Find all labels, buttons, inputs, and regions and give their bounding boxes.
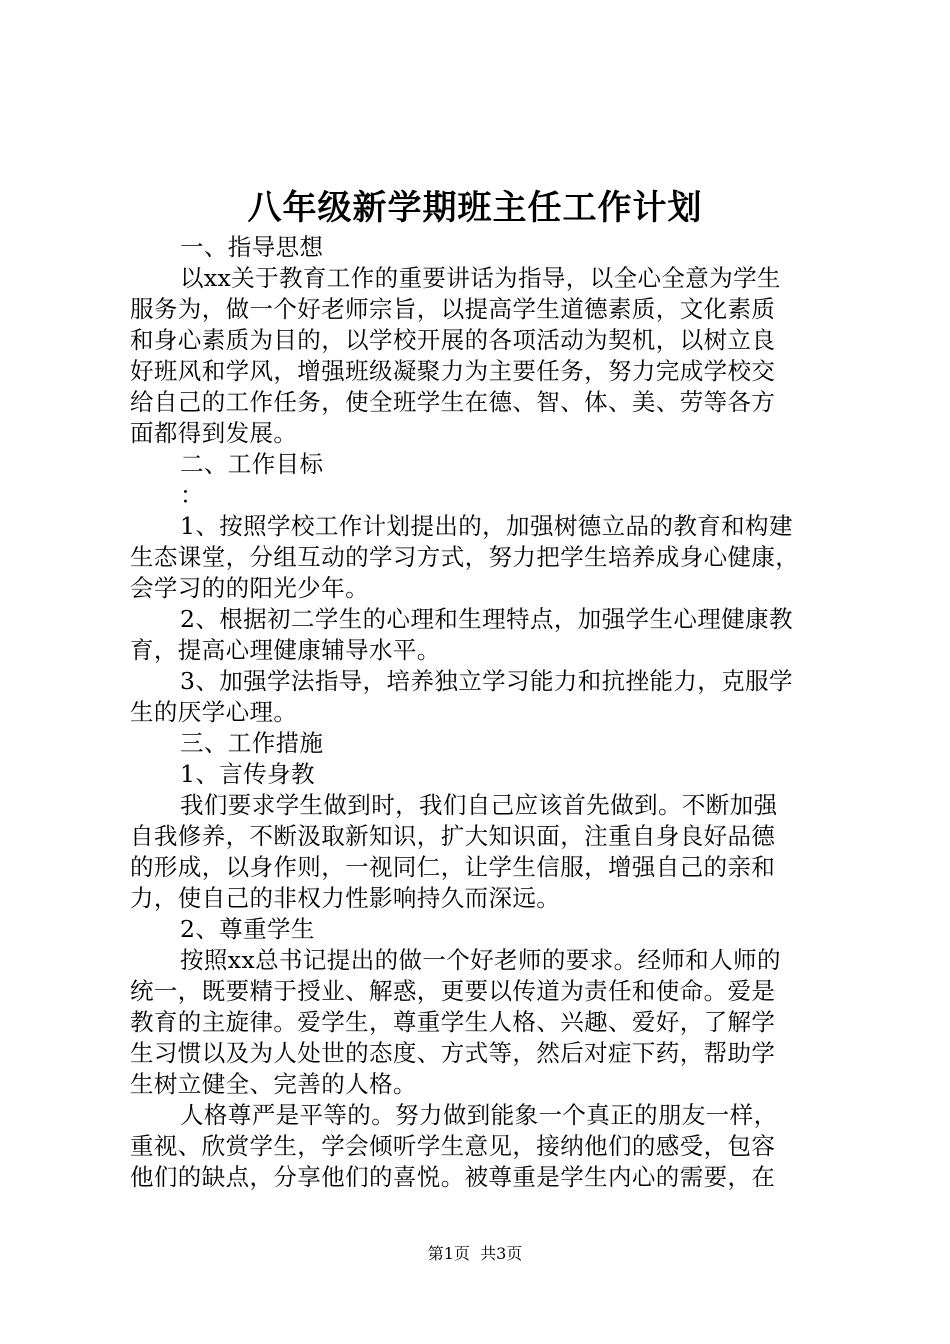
text-line: 和身心素质为目的，以学校开展的各项活动为契机，以树立良 (130, 326, 776, 354)
document-title: 八年级新学期班主任工作计划 (247, 188, 703, 228)
text-line: 统一，既要精于授业、解惑，更要以传道为责任和使命。爱是 (130, 977, 776, 1005)
text-line: 1、按照学校工作计划提出的，加强树德立品的教育和构建 (180, 512, 793, 540)
text-line: 生树立健全、完善的人格。 (130, 1070, 417, 1098)
text-line: ： (180, 481, 204, 509)
text-line: 育，提高心理健康辅导水平。 (130, 636, 441, 664)
text-line: 好班风和学风，增强班级凝聚力为主要任务，努力完成学校交 (130, 357, 776, 385)
text-line: 面都得到发展。 (130, 419, 298, 447)
text-line: 一、指导思想 (180, 233, 324, 261)
text-line: 1、言传身教 (180, 760, 315, 788)
text-line: 二、工作目标 (180, 450, 324, 478)
page-footer: 第1页 共3页 (427, 1244, 523, 1263)
text-line: 教育的主旋律。爱学生，尊重学生人格、兴趣、爱好，了解学 (130, 1008, 776, 1036)
text-line: 人格尊严是平等的。努力做到能象一个真正的朋友一样， (180, 1101, 778, 1129)
text-line: 以xx关于教育工作的重要讲话为指导，以全心全意为学生 (180, 264, 781, 292)
text-line: 三、工作措施 (180, 729, 324, 757)
text-line: 2、尊重学生 (180, 915, 315, 943)
text-line: 重视、欣赏学生，学会倾听学生意见，接纳他们的感受，包容 (130, 1132, 776, 1160)
text-line: 自我修养，不断汲取新知识，扩大知识面，注重自身良好品德 (130, 822, 776, 850)
text-line: 力，使自己的非权力性影响持久而深远。 (130, 884, 561, 912)
text-line: 生习惯以及为人处世的态度、方式等，然后对症下药，帮助学 (130, 1039, 776, 1067)
text-line: 生态课堂，分组互动的学习方式，努力把学生培养成身心健康， (130, 543, 800, 571)
text-line: 生的厌学心理。 (130, 698, 298, 726)
text-line: 3、加强学法指导，培养独立学习能力和抗挫能力，克服学 (180, 667, 793, 695)
document-body (130, 232, 838, 1193)
text-line: 2、根据初二学生的心理和生理特点，加强学生心理健康教 (180, 605, 793, 633)
text-line: 我们要求学生做到时，我们自己应该首先做到。不断加强 (180, 791, 778, 819)
text-line: 给自己的工作任务，使全班学生在德、智、体、美、劳等各方 (130, 388, 776, 416)
text-line: 会学习的的阳光少年。 (130, 574, 369, 602)
text-line: 按照xx总书记提出的做一个好老师的要求。经师和人师的 (180, 946, 781, 974)
text-line: 他们的缺点，分享他们的喜悦。被尊重是学生内心的需要，在 (130, 1163, 776, 1191)
text-line: 服务为，做一个好老师宗旨，以提高学生道德素质，文化素质 (130, 295, 776, 323)
text-line: 的形成，以身作则，一视同仁，让学生信服，增强自己的亲和 (130, 853, 776, 881)
